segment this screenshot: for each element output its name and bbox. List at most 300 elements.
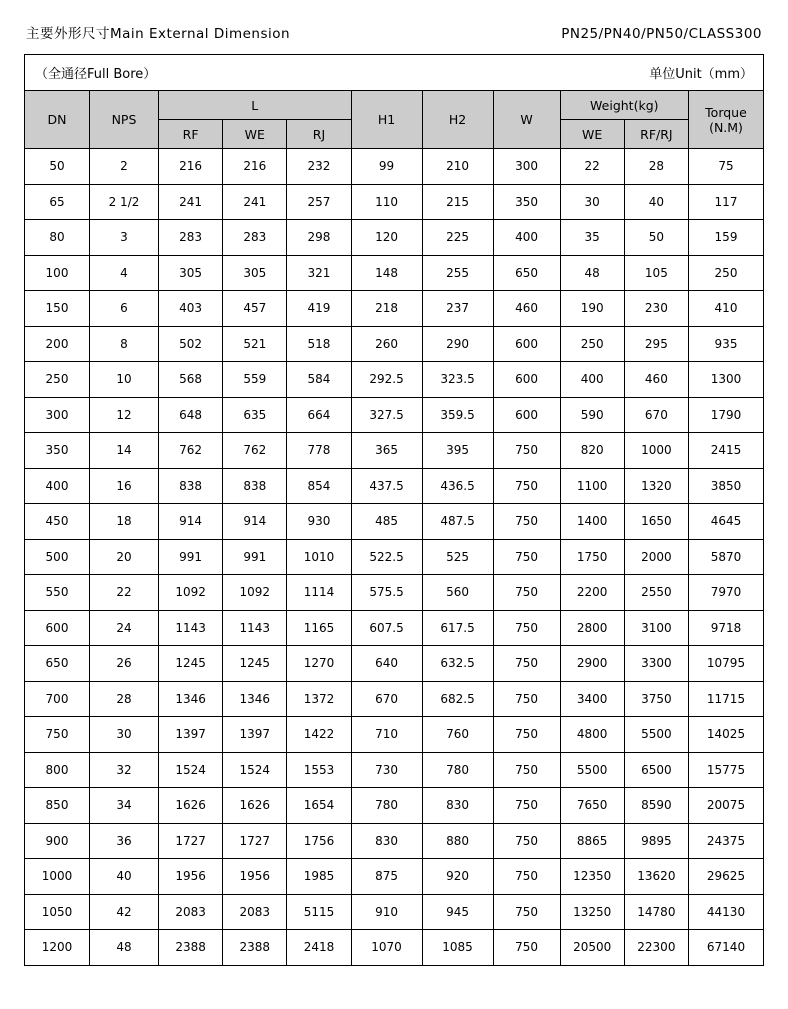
cell-l-we: 1626: [223, 788, 287, 824]
cell-h1: 875: [351, 859, 422, 895]
cell-weight-rfrj: 28: [624, 149, 688, 185]
cell-h2: 880: [422, 823, 493, 859]
cell-l-rj: 232: [287, 149, 351, 185]
cell-torque: 10795: [689, 646, 764, 682]
cell-dn: 500: [25, 539, 90, 575]
cell-w: 750: [493, 610, 560, 646]
cell-l-rj: 257: [287, 184, 351, 220]
table-row: [25, 610, 764, 646]
cell-nps: 18: [90, 504, 159, 540]
cell-weight-rfrj: 460: [624, 362, 688, 398]
cell-weight-we: 5500: [560, 752, 624, 788]
cell-weight-we: 4800: [560, 717, 624, 753]
cell-w: 750: [493, 646, 560, 682]
cell-l-we: 1524: [223, 752, 287, 788]
cell-l-we: 2083: [223, 894, 287, 930]
cell-torque: 1790: [689, 397, 764, 433]
cell-weight-we: 190: [560, 291, 624, 327]
cell-h2: 290: [422, 326, 493, 362]
cell-weight-we: 250: [560, 326, 624, 362]
cell-l-rf: 283: [159, 220, 223, 256]
cell-h2: 945: [422, 894, 493, 930]
cell-dn: 1050: [25, 894, 90, 930]
cell-w: 750: [493, 717, 560, 753]
cell-dn: 150: [25, 291, 90, 327]
cell-dn: 550: [25, 575, 90, 611]
cell-h2: 487.5: [422, 504, 493, 540]
col-header-l-rj: RJ: [287, 120, 351, 149]
cell-nps: 30: [90, 717, 159, 753]
cell-l-we: 1346: [223, 681, 287, 717]
col-header-weight-we: WE: [560, 120, 624, 149]
cell-torque: 2415: [689, 433, 764, 469]
cell-l-rj: 419: [287, 291, 351, 327]
cell-l-rj: 1010: [287, 539, 351, 575]
cell-h1: 730: [351, 752, 422, 788]
cell-h2: 560: [422, 575, 493, 611]
cell-weight-we: 20500: [560, 930, 624, 966]
cell-l-we: 457: [223, 291, 287, 327]
cell-torque: 15775: [689, 752, 764, 788]
cell-l-we: 1092: [223, 575, 287, 611]
cell-w: 750: [493, 681, 560, 717]
cell-w: 750: [493, 468, 560, 504]
cell-h2: 215: [422, 184, 493, 220]
cell-torque: 7970: [689, 575, 764, 611]
bore-type-label: （全通径Full Bore）: [35, 67, 157, 82]
table-row: [25, 646, 764, 682]
cell-dn: 100: [25, 255, 90, 291]
table-row: [25, 255, 764, 291]
cell-l-we: 635: [223, 397, 287, 433]
cell-weight-we: 3400: [560, 681, 624, 717]
cell-dn: 300: [25, 397, 90, 433]
cell-nps: 2: [90, 149, 159, 185]
cell-nps: 12: [90, 397, 159, 433]
cell-h1: 99: [351, 149, 422, 185]
cell-l-rj: 930: [287, 504, 351, 540]
table-row: [25, 788, 764, 824]
cell-h2: 632.5: [422, 646, 493, 682]
cell-nps: 2 1/2: [90, 184, 159, 220]
cell-l-we: 1143: [223, 610, 287, 646]
torque-label-line1: Torque: [705, 104, 747, 120]
cell-weight-we: 48: [560, 255, 624, 291]
cell-l-rj: 1270: [287, 646, 351, 682]
cell-w: 300: [493, 149, 560, 185]
cell-l-rj: 1553: [287, 752, 351, 788]
cell-l-rj: 1422: [287, 717, 351, 753]
cell-nps: 3: [90, 220, 159, 256]
cell-w: 750: [493, 788, 560, 824]
cell-dn: 900: [25, 823, 90, 859]
cell-dn: 800: [25, 752, 90, 788]
col-header-l-rf: RF: [159, 120, 223, 149]
cell-h1: 670: [351, 681, 422, 717]
cell-h1: 110: [351, 184, 422, 220]
cell-weight-rfrj: 8590: [624, 788, 688, 824]
cell-h1: 365: [351, 433, 422, 469]
cell-nps: 40: [90, 859, 159, 895]
cell-weight-we: 8865: [560, 823, 624, 859]
table-row: [25, 362, 764, 398]
page-title: 主要外形尺寸Main External Dimension: [26, 26, 291, 42]
cell-l-rf: 838: [159, 468, 223, 504]
cell-torque: 29625: [689, 859, 764, 895]
cell-weight-rfrj: 230: [624, 291, 688, 327]
cell-l-rf: 1092: [159, 575, 223, 611]
cell-torque: 5870: [689, 539, 764, 575]
cell-l-rj: 854: [287, 468, 351, 504]
cell-l-we: 1727: [223, 823, 287, 859]
cell-nps: 48: [90, 930, 159, 966]
cell-h2: 1085: [422, 930, 493, 966]
cell-h1: 522.5: [351, 539, 422, 575]
col-header-nps: NPS: [90, 91, 159, 149]
cell-nps: 22: [90, 575, 159, 611]
cell-h1: 327.5: [351, 397, 422, 433]
cell-dn: 200: [25, 326, 90, 362]
cell-nps: 6: [90, 291, 159, 327]
cell-dn: 80: [25, 220, 90, 256]
cell-l-rj: 1654: [287, 788, 351, 824]
cell-weight-rfrj: 1650: [624, 504, 688, 540]
cell-l-rj: 298: [287, 220, 351, 256]
cell-h1: 780: [351, 788, 422, 824]
cell-weight-rfrj: 3300: [624, 646, 688, 682]
cell-dn: 50: [25, 149, 90, 185]
cell-h2: 323.5: [422, 362, 493, 398]
col-header-l-group: L: [159, 91, 352, 120]
cell-l-we: 838: [223, 468, 287, 504]
table-row: [25, 291, 764, 327]
header-row-1: [25, 91, 764, 120]
cell-torque: 4645: [689, 504, 764, 540]
table-row: [25, 539, 764, 575]
cell-l-we: 2388: [223, 930, 287, 966]
cell-nps: 16: [90, 468, 159, 504]
cell-weight-we: 820: [560, 433, 624, 469]
table-row: [25, 930, 764, 966]
cell-dn: 700: [25, 681, 90, 717]
cell-torque: 935: [689, 326, 764, 362]
cell-l-rj: 778: [287, 433, 351, 469]
cell-torque: 24375: [689, 823, 764, 859]
cell-h2: 225: [422, 220, 493, 256]
cell-h2: 210: [422, 149, 493, 185]
cell-l-rf: 1524: [159, 752, 223, 788]
torque-label-line2: (N.M): [709, 119, 743, 135]
cell-w: 750: [493, 539, 560, 575]
table-row: [25, 326, 764, 362]
cell-torque: 75: [689, 149, 764, 185]
cell-h2: 525: [422, 539, 493, 575]
cell-weight-rfrj: 670: [624, 397, 688, 433]
cell-w: 600: [493, 326, 560, 362]
unit-label: 单位Unit（mm）: [649, 67, 753, 82]
cell-l-rj: 584: [287, 362, 351, 398]
col-header-weight-group: Weight(kg): [560, 91, 688, 120]
cell-l-we: 241: [223, 184, 287, 220]
cell-weight-we: 30: [560, 184, 624, 220]
cell-weight-rfrj: 105: [624, 255, 688, 291]
table-row: [25, 504, 764, 540]
cell-weight-we: 2800: [560, 610, 624, 646]
col-header-h1: H1: [351, 91, 422, 149]
cell-torque: 250: [689, 255, 764, 291]
table-row: [25, 433, 764, 469]
cell-weight-rfrj: 5500: [624, 717, 688, 753]
cell-l-we: 305: [223, 255, 287, 291]
cell-weight-we: 2200: [560, 575, 624, 611]
cell-weight-rfrj: 1000: [624, 433, 688, 469]
cell-l-rf: 305: [159, 255, 223, 291]
cell-weight-we: 35: [560, 220, 624, 256]
cell-weight-rfrj: 2000: [624, 539, 688, 575]
cell-w: 400: [493, 220, 560, 256]
cell-w: 750: [493, 894, 560, 930]
cell-l-rj: 1985: [287, 859, 351, 895]
cell-weight-we: 1400: [560, 504, 624, 540]
cell-w: 750: [493, 752, 560, 788]
cell-dn: 600: [25, 610, 90, 646]
cell-dn: 400: [25, 468, 90, 504]
cell-l-rf: 241: [159, 184, 223, 220]
cell-weight-we: 13250: [560, 894, 624, 930]
cell-h2: 830: [422, 788, 493, 824]
cell-weight-we: 22: [560, 149, 624, 185]
table-row: [25, 149, 764, 185]
cell-l-rf: 762: [159, 433, 223, 469]
cell-l-rj: 664: [287, 397, 351, 433]
cell-weight-rfrj: 3100: [624, 610, 688, 646]
cell-l-we: 1956: [223, 859, 287, 895]
cell-weight-rfrj: 295: [624, 326, 688, 362]
cell-l-rf: 1245: [159, 646, 223, 682]
cell-l-we: 521: [223, 326, 287, 362]
cell-weight-we: 400: [560, 362, 624, 398]
cell-w: 750: [493, 823, 560, 859]
cell-weight-rfrj: 1320: [624, 468, 688, 504]
col-header-torque: [689, 91, 764, 149]
table-row: [25, 894, 764, 930]
cell-weight-rfrj: 9895: [624, 823, 688, 859]
cell-torque: 3850: [689, 468, 764, 504]
cell-nps: 32: [90, 752, 159, 788]
cell-torque: 117: [689, 184, 764, 220]
cell-h1: 830: [351, 823, 422, 859]
cell-weight-rfrj: 50: [624, 220, 688, 256]
cell-weight-we: 1100: [560, 468, 624, 504]
cell-torque: 11715: [689, 681, 764, 717]
cell-w: 460: [493, 291, 560, 327]
cell-h1: 1070: [351, 930, 422, 966]
cell-torque: 20075: [689, 788, 764, 824]
cell-h2: 359.5: [422, 397, 493, 433]
cell-nps: 20: [90, 539, 159, 575]
cell-l-we: 283: [223, 220, 287, 256]
cell-weight-rfrj: 40: [624, 184, 688, 220]
cell-torque: 1300: [689, 362, 764, 398]
cell-l-we: 559: [223, 362, 287, 398]
cell-l-rj: 518: [287, 326, 351, 362]
cell-w: 600: [493, 362, 560, 398]
cell-l-we: 216: [223, 149, 287, 185]
cell-weight-rfrj: 14780: [624, 894, 688, 930]
cell-nps: 36: [90, 823, 159, 859]
cell-h1: 437.5: [351, 468, 422, 504]
cell-h2: 760: [422, 717, 493, 753]
cell-l-rf: 1143: [159, 610, 223, 646]
cell-weight-we: 12350: [560, 859, 624, 895]
cell-w: 600: [493, 397, 560, 433]
cell-weight-we: 2900: [560, 646, 624, 682]
cell-h2: 682.5: [422, 681, 493, 717]
cell-l-rf: 403: [159, 291, 223, 327]
table-row: [25, 681, 764, 717]
cell-h1: 910: [351, 894, 422, 930]
cell-nps: 8: [90, 326, 159, 362]
cell-l-we: 762: [223, 433, 287, 469]
cell-h2: 617.5: [422, 610, 493, 646]
cell-l-we: 1397: [223, 717, 287, 753]
table-row: [25, 468, 764, 504]
cell-torque: 14025: [689, 717, 764, 753]
cell-h2: 780: [422, 752, 493, 788]
cell-h1: 640: [351, 646, 422, 682]
cell-dn: 1200: [25, 930, 90, 966]
table-row: [25, 859, 764, 895]
table-row: [25, 823, 764, 859]
cell-l-we: 914: [223, 504, 287, 540]
cell-w: 650: [493, 255, 560, 291]
cell-l-rf: 1956: [159, 859, 223, 895]
cell-h1: 148: [351, 255, 422, 291]
cell-dn: 1000: [25, 859, 90, 895]
cell-h1: 710: [351, 717, 422, 753]
cell-weight-rfrj: 3750: [624, 681, 688, 717]
cell-w: 750: [493, 433, 560, 469]
cell-l-we: 1245: [223, 646, 287, 682]
col-header-h2: H2: [422, 91, 493, 149]
table-row: [25, 184, 764, 220]
cell-h2: 920: [422, 859, 493, 895]
cell-nps: 42: [90, 894, 159, 930]
table-subheader: [24, 54, 764, 90]
cell-h1: 485: [351, 504, 422, 540]
cell-l-rf: 1346: [159, 681, 223, 717]
cell-h1: 292.5: [351, 362, 422, 398]
col-header-dn: DN: [25, 91, 90, 149]
cell-nps: 34: [90, 788, 159, 824]
cell-nps: 14: [90, 433, 159, 469]
cell-h2: 255: [422, 255, 493, 291]
cell-l-rf: 1727: [159, 823, 223, 859]
cell-h2: 237: [422, 291, 493, 327]
cell-w: 750: [493, 930, 560, 966]
cell-weight-rfrj: 22300: [624, 930, 688, 966]
cell-l-rf: 2083: [159, 894, 223, 930]
dimension-table: [24, 90, 764, 966]
cell-l-rf: 216: [159, 149, 223, 185]
cell-l-rf: 914: [159, 504, 223, 540]
cell-h2: 395: [422, 433, 493, 469]
cell-weight-rfrj: 13620: [624, 859, 688, 895]
cell-l-rj: 1756: [287, 823, 351, 859]
cell-l-we: 991: [223, 539, 287, 575]
cell-l-rj: 5115: [287, 894, 351, 930]
cell-nps: 10: [90, 362, 159, 398]
cell-h2: 436.5: [422, 468, 493, 504]
cell-dn: 65: [25, 184, 90, 220]
cell-torque: 67140: [689, 930, 764, 966]
cell-l-rj: 321: [287, 255, 351, 291]
cell-l-rf: 2388: [159, 930, 223, 966]
table-row: [25, 575, 764, 611]
table-body: [25, 149, 764, 966]
cell-w: 750: [493, 859, 560, 895]
cell-l-rj: 1165: [287, 610, 351, 646]
cell-l-rf: 648: [159, 397, 223, 433]
cell-h1: 120: [351, 220, 422, 256]
cell-weight-we: 7650: [560, 788, 624, 824]
cell-weight-we: 590: [560, 397, 624, 433]
cell-l-rf: 568: [159, 362, 223, 398]
cell-l-rj: 1372: [287, 681, 351, 717]
cell-weight-rfrj: 6500: [624, 752, 688, 788]
cell-dn: 250: [25, 362, 90, 398]
pressure-class-label: PN25/PN40/PN50/CLASS300: [561, 26, 762, 42]
cell-w: 350: [493, 184, 560, 220]
col-header-w: W: [493, 91, 560, 149]
cell-torque: 159: [689, 220, 764, 256]
cell-h1: 607.5: [351, 610, 422, 646]
cell-dn: 750: [25, 717, 90, 753]
table-header: [25, 91, 764, 149]
cell-nps: 26: [90, 646, 159, 682]
cell-nps: 4: [90, 255, 159, 291]
cell-l-rj: 2418: [287, 930, 351, 966]
cell-dn: 650: [25, 646, 90, 682]
cell-l-rf: 1626: [159, 788, 223, 824]
cell-h1: 575.5: [351, 575, 422, 611]
cell-weight-rfrj: 2550: [624, 575, 688, 611]
cell-l-rf: 502: [159, 326, 223, 362]
col-header-weight-rfrj: RF/RJ: [624, 120, 688, 149]
col-header-l-we: WE: [223, 120, 287, 149]
cell-weight-we: 1750: [560, 539, 624, 575]
table-row: [25, 220, 764, 256]
cell-dn: 850: [25, 788, 90, 824]
cell-torque: 9718: [689, 610, 764, 646]
cell-l-rj: 1114: [287, 575, 351, 611]
cell-w: 750: [493, 504, 560, 540]
cell-dn: 450: [25, 504, 90, 540]
cell-l-rf: 991: [159, 539, 223, 575]
cell-w: 750: [493, 575, 560, 611]
cell-torque: 44130: [689, 894, 764, 930]
cell-nps: 24: [90, 610, 159, 646]
table-row: [25, 397, 764, 433]
table-row: [25, 752, 764, 788]
cell-torque: 410: [689, 291, 764, 327]
cell-dn: 350: [25, 433, 90, 469]
document-title-row: [24, 22, 764, 42]
cell-nps: 28: [90, 681, 159, 717]
cell-h1: 260: [351, 326, 422, 362]
cell-h1: 218: [351, 291, 422, 327]
table-row: [25, 717, 764, 753]
